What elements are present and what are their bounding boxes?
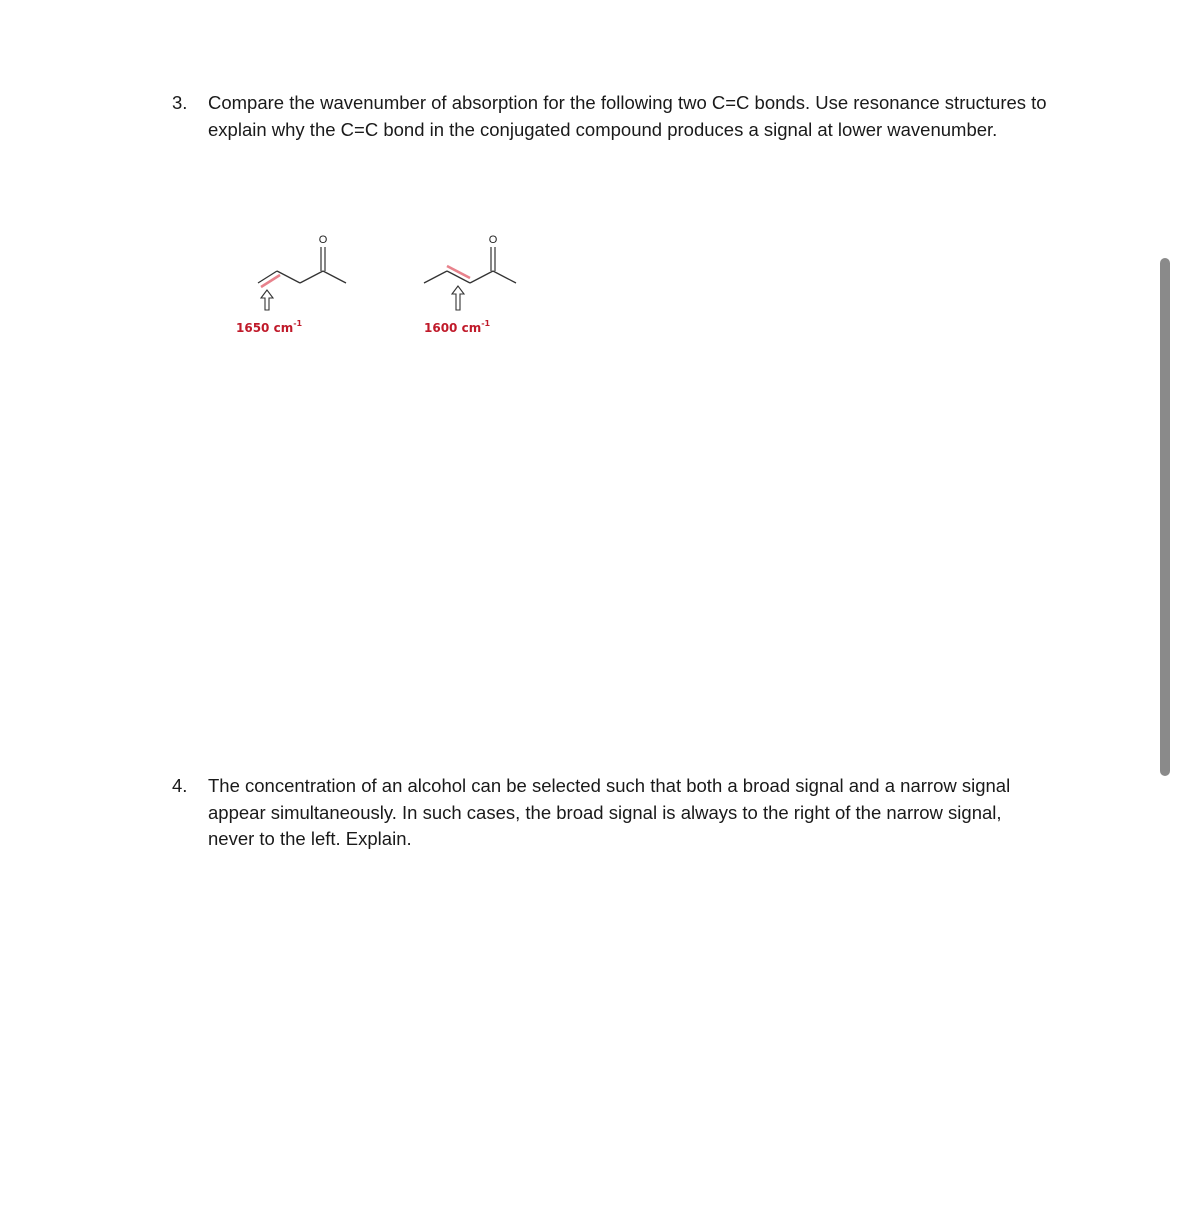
question-4: [172, 773, 1052, 853]
alkene-highlight: [261, 275, 280, 287]
molecule-non-conjugated: [250, 230, 360, 310]
wavenumber-exponent: -1: [293, 319, 303, 328]
chain-bond: [493, 271, 516, 283]
chain-bond: [470, 271, 493, 283]
wavenumber-label-1: [236, 320, 302, 335]
vertical-scrollbar[interactable]: [1160, 258, 1170, 776]
alkene-bond: [258, 271, 277, 283]
up-arrow-icon: [452, 286, 464, 310]
oxygen-label: O: [488, 234, 498, 246]
chain-bond: [424, 271, 447, 283]
question-text: The concentration of an alcohol can be selected such that both a broad signal and a narrow signal appear simultaneously. In such cases, the broad signal is always to the right of the narrow signal, never to the left. Explain.: [208, 775, 1011, 849]
question-number: 3.: [172, 92, 188, 113]
molecule-structure-1: [250, 230, 360, 310]
wavenumber-value: 1600 cm: [424, 321, 482, 335]
molecule-conjugated: [418, 230, 528, 310]
up-arrow-icon: [261, 290, 273, 310]
wavenumber-label-2: [424, 320, 490, 335]
molecule-structure-2: [418, 230, 528, 310]
wavenumber-exponent: -1: [481, 319, 491, 328]
question-number: 4.: [172, 775, 188, 796]
question-3: [172, 90, 1052, 143]
oxygen-label: O: [318, 234, 328, 246]
chain-bond: [323, 271, 346, 283]
chain-bond: [300, 271, 323, 283]
alkene-highlight: [447, 266, 470, 278]
chain-bond: [277, 271, 300, 283]
wavenumber-value: 1650 cm: [236, 321, 294, 335]
question-text: Compare the wavenumber of absorption for the following two C=C bonds. Use resonance structures to explain why the C=C bond in the conjugated compound produces a signal at lower wavenumber.: [208, 92, 1047, 140]
